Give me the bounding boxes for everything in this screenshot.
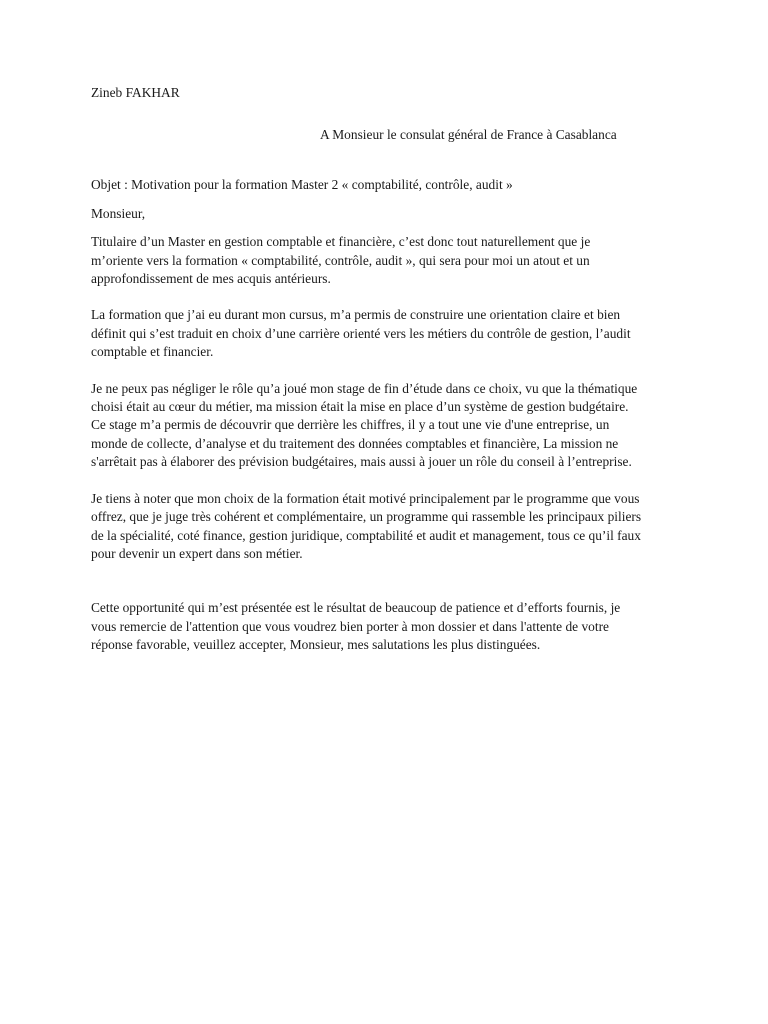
paragraph-line: de la spécialité, coté finance, gestion juridique, comptabilité et audit et management, tous ce qu’il faux xyxy=(91,527,641,543)
paragraph-4 xyxy=(91,490,691,564)
paragraph-line: Je tiens à noter que mon choix de la formation était motivé principalement par le programme que vous xyxy=(91,490,640,506)
paragraph-line: choisi était au cœur du métier, ma mission était la mise en place d’un système de gestion budgétaire. xyxy=(91,399,629,415)
paragraph-line: comptable et financier. xyxy=(91,344,214,360)
paragraph-line: m’oriente vers la formation « comptabilité, contrôle, audit », qui sera pour moi un atout et un xyxy=(91,252,590,268)
paragraph-2 xyxy=(91,306,691,361)
paragraph-line: pour devenir un expert dans son métier. xyxy=(91,545,303,561)
paragraph-5 xyxy=(91,599,691,654)
sender-name: Zineb FAKHAR xyxy=(91,85,180,100)
paragraph-line: Je ne peux pas négliger le rôle qu’a joué mon stage de fin d’étude dans ce choix, vu que la thématique xyxy=(91,380,638,396)
paragraph-line: offrez, que je juge très cohérent et complémentaire, un programme qui rassemble les principaux piliers xyxy=(91,509,642,525)
paragraph-line: approfondissement de mes acquis antérieurs. xyxy=(91,271,331,287)
paragraph-1 xyxy=(91,233,691,288)
salutation: Monsieur, xyxy=(91,205,146,221)
paragraph-line: La formation que j’ai eu durant mon cursus, m’a permis de construire une orientation claire et bien xyxy=(91,307,621,323)
letter-body xyxy=(91,84,691,655)
paragraph-line: définit qui s’est traduit en choix d’une carrière orienté vers les métiers du contrôle de gestion, l’audit xyxy=(91,325,631,341)
paragraph-3 xyxy=(91,380,691,472)
paragraph-line: vous remercie de l'attention que vous voudrez bien porter à mon dossier et dans l'attente de votre xyxy=(91,618,609,634)
paragraph-line: monde de collecte, d’analyse et du traitement des données comptables et financière, La mission ne xyxy=(91,435,619,451)
paragraph-line: Titulaire d’un Master en gestion comptable et financière, c’est donc tout naturellement que je xyxy=(91,234,591,250)
paragraph-line: réponse favorable, veuillez accepter, Monsieur, mes salutations les plus distinguées. xyxy=(91,637,541,653)
paragraph-line: Cette opportunité qui m’est présentée est le résultat de beaucoup de patience et d’efforts fournis, je xyxy=(91,600,621,616)
paragraph-line: s'arrêtait pas à élaborer des prévision budgétaires, mais aussi à jouer un rôle du conseil à l’entreprise. xyxy=(91,454,632,470)
subject-line: Objet : Motivation pour la formation Master 2 « comptabilité, contrôle, audit » xyxy=(91,177,513,193)
recipient-line: A Monsieur le consulat général de France à Casablanca xyxy=(320,127,617,142)
paragraph-line: Ce stage m’a permis de découvrir que derrière les chiffres, il y a tout une vie d'une entreprise, un xyxy=(91,417,610,433)
